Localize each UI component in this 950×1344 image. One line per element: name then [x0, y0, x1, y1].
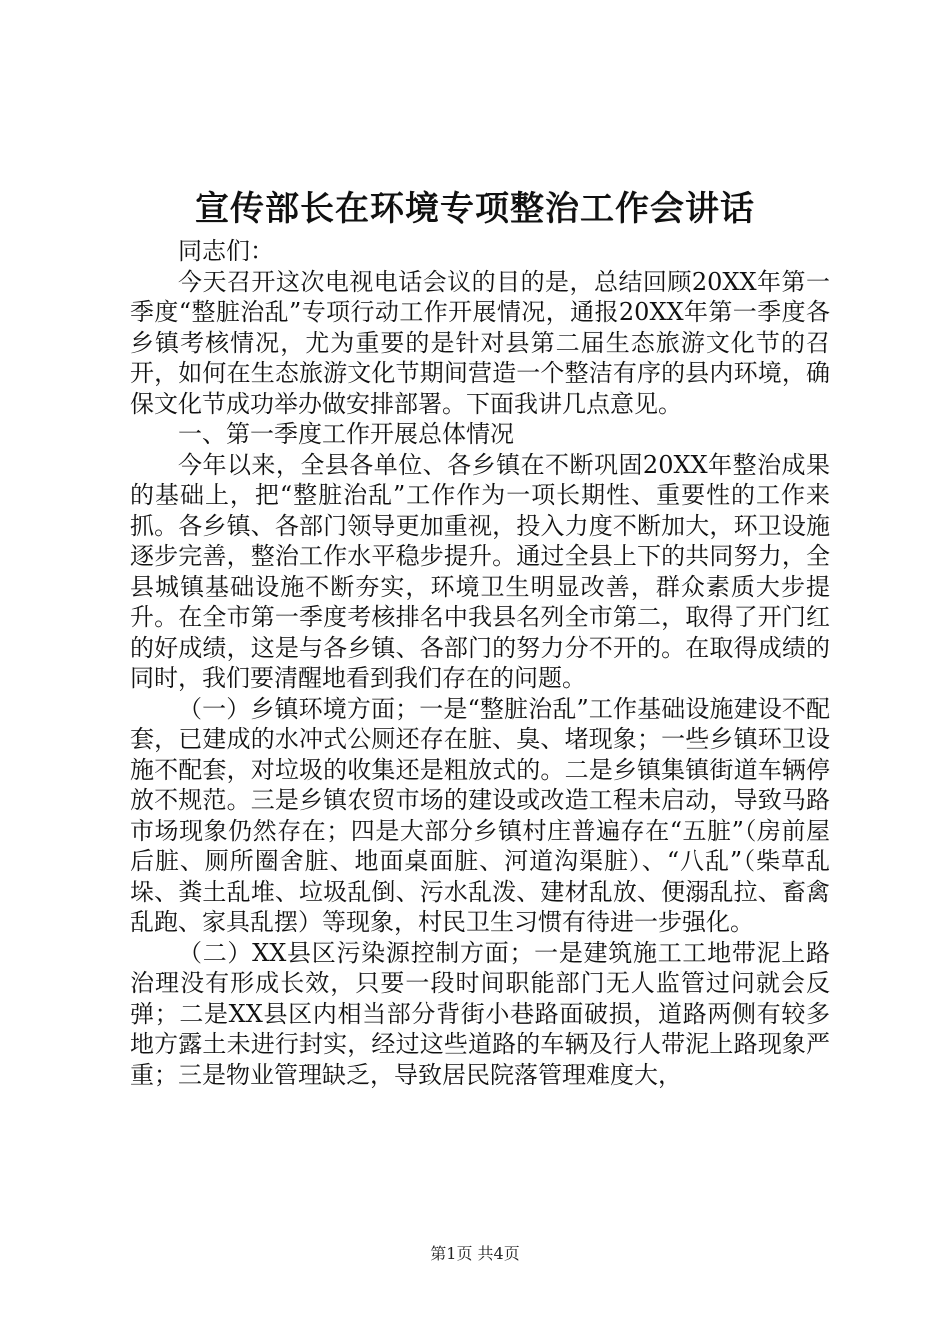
section-heading-1: 一、第一季度工作开展总体情况 [178, 420, 514, 448]
page-number-footer: 第1页 共4页 [430, 1244, 520, 1263]
paragraph-township-environment: （一）乡镇环境方面；一是“整脏治乱”工作基础设施建设不配套，已建成的水冲式公厕还存在脏、臭、堵现象；一些乡镇环卫设施不配套，对垃圾的收集还是粗放式的。二是乡镇集镇街道车辆停放不规范。三是乡镇农贸市场的建设或改造工程未启动，导致马路市场现象仍然存在；四是大部分乡镇村庄普遍存在“五脏”（房前屋后脏、厕所圈舍脏、地面桌面脏、河道沟渠脏）、“八乱”（柴草乱垛、粪土乱堆、垃圾乱倒、污水乱泼、建材乱放、便溺乱拉、畜禽乱跑、家具乱摆）等现象，村民卫生习惯有待进一步强化。 [130, 694, 830, 936]
paragraph-pollution-control: （二）XX县区污染源控制方面；一是建筑施工工地带泥上路治理没有形成长效，只要一段时间职能部门无人监管过问就会反弹；二是XX县区内相当部分背街小巷路面破损，道路两侧有较多地方露土未进行封实，经过这些道路的车辆及行人带泥上路现象严重；三是物业管理缺乏，导致居民院落管理难度大， [130, 938, 830, 1089]
salutation: 同志们： [178, 237, 274, 265]
paragraph-intro: 今天召开这次电视电话会议的目的是，总结回顾20XX年第一季度“整脏治乱”专项行动工作开展情况，通报20XX年第一季度各乡镇考核情况，尤为重要的是针对县第二届生态旅游文化节的召开，如何在生态旅游文化节期间营造一个整洁有序的县内环境，确保文化节成功举办做安排部署。下面我讲几点意见。 [130, 267, 830, 418]
document-title: 宣传部长在环境专项整治工作会讲话 [195, 189, 755, 229]
paragraph-overview: 今年以来，全县各单位、各乡镇在不断巩固20XX年整治成果的基础上，把“整脏治乱”工作作为一项长期性、重要性的工作来抓。各乡镇、各部门领导更加重视，投入力度不断加大，环卫设施逐步完善，整治工作水平稳步提升。通过全县上下的共同努力，全县城镇基础设施不断夯实，环境卫生明显改善，群众素质大步提升。在全市第一季度考核排名中我县名列全市第二，取得了开门红的好成绩，这是与各乡镇、各部门的努力分不开的。在取得成绩的同时，我们要清醒地看到我们存在的问题。 [130, 450, 830, 692]
document-body [130, 236, 830, 1090]
